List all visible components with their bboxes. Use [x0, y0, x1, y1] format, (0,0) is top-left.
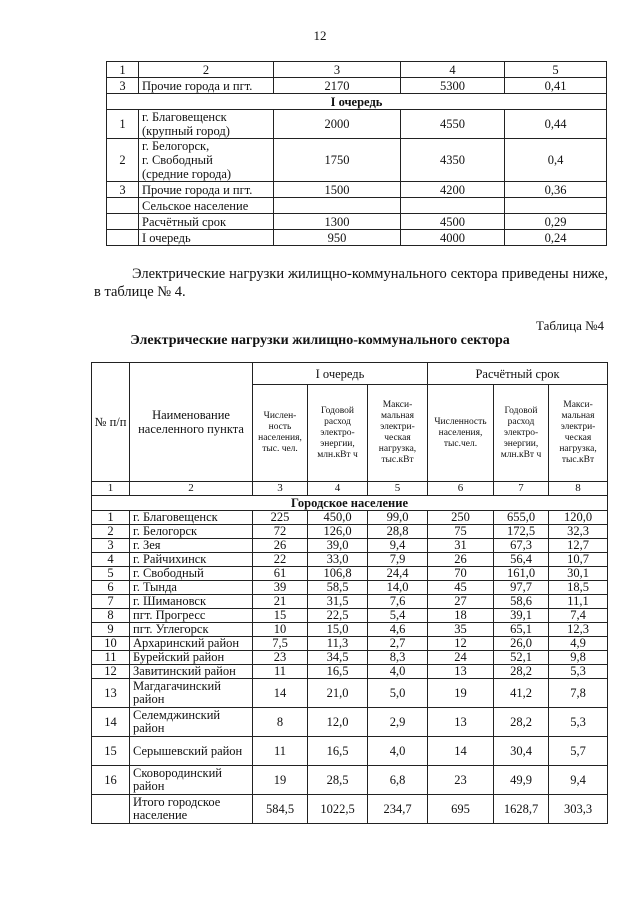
population-first: 26 — [253, 539, 308, 553]
table-row — [107, 110, 607, 139]
max-load-first: 6,8 — [368, 766, 428, 795]
row-name: Завитинский район — [130, 665, 253, 679]
name-line: г. Благовещенск — [142, 110, 227, 124]
table-row — [92, 665, 608, 679]
population-first: 11 — [253, 665, 308, 679]
table-row — [92, 595, 608, 609]
page-number: 12 — [313, 28, 327, 43]
header-population: Числен-ность населения, тыс. чел. — [253, 385, 308, 482]
max-load-first: 4,6 — [368, 623, 428, 637]
consumption-calc: 39,1 — [494, 609, 549, 623]
row-name: Сковородинский район — [130, 766, 253, 795]
table-row — [107, 62, 607, 78]
col-num: 5 — [505, 62, 607, 78]
table-row — [92, 679, 608, 708]
max-load-first: 14,0 — [368, 581, 428, 595]
max-load-calc: 4,9 — [549, 637, 608, 651]
cell: 4350 — [401, 139, 505, 182]
max-load-first: 28,8 — [368, 525, 428, 539]
consumption-calc: 56,4 — [494, 553, 549, 567]
row-no: 5 — [92, 567, 130, 581]
row-name: Серышевский район — [130, 737, 253, 766]
consumption-calc: 97,7 — [494, 581, 549, 595]
row-no — [107, 214, 139, 230]
population-first: 14 — [253, 679, 308, 708]
header-consumption: Годовой расход электро-энергии, млн.кВт ч — [308, 385, 368, 482]
population-first: 15 — [253, 609, 308, 623]
population-first: 39 — [253, 581, 308, 595]
consumption-calc: 52,1 — [494, 651, 549, 665]
population-calc: 75 — [428, 525, 494, 539]
max-load-first: 99,0 — [368, 511, 428, 525]
population-first: 225 — [253, 511, 308, 525]
row-no: 14 — [92, 708, 130, 737]
cell: 2170 — [274, 78, 401, 94]
table-title: Электрические нагрузки жилищно-коммунального сектора — [130, 333, 510, 348]
consumption-calc: 1628,7 — [494, 795, 549, 824]
header-max-load: Макси-мальная электри-ческая нагрузка, тыс.кВт — [549, 385, 608, 482]
table-row — [107, 198, 607, 214]
name-line: (средние города) — [142, 167, 232, 181]
consumption-first: 22,5 — [308, 609, 368, 623]
population-first: 21 — [253, 595, 308, 609]
row-name: Сельское население — [139, 198, 274, 214]
row-no: 16 — [92, 766, 130, 795]
name-line: г. Свободный — [142, 153, 213, 167]
table-row — [92, 511, 608, 525]
col-num: 6 — [428, 482, 494, 496]
population-first: 23 — [253, 651, 308, 665]
max-load-calc: 5,3 — [549, 665, 608, 679]
col-num: 2 — [139, 62, 274, 78]
max-load-calc: 11,1 — [549, 595, 608, 609]
max-load-calc: 18,5 — [549, 581, 608, 595]
consumption-calc: 67,3 — [494, 539, 549, 553]
row-name: г. Шимановск — [130, 595, 253, 609]
max-load-first: 7,6 — [368, 595, 428, 609]
loads-table — [91, 362, 608, 824]
header-calc-period: Расчётный срок — [428, 363, 608, 385]
consumption-first: 126,0 — [308, 525, 368, 539]
row-no — [92, 795, 130, 824]
consumption-first: 12,0 — [308, 708, 368, 737]
table-row — [92, 525, 608, 539]
table-row — [92, 651, 608, 665]
population-first: 72 — [253, 525, 308, 539]
header-population: Численность населения, тыс.чел. — [428, 385, 494, 482]
consumption-first: 106,8 — [308, 567, 368, 581]
row-no: 10 — [92, 637, 130, 651]
cell: 1750 — [274, 139, 401, 182]
table-row — [92, 795, 608, 824]
row-no: 8 — [92, 609, 130, 623]
header-max-load: Макси-мальная электри-ческая нагрузка, тыс.кВт — [368, 385, 428, 482]
consumption-calc: 41,2 — [494, 679, 549, 708]
population-calc: 695 — [428, 795, 494, 824]
consumption-first: 450,0 — [308, 511, 368, 525]
table-row — [92, 708, 608, 737]
col-num: 8 — [549, 482, 608, 496]
col-num: 1 — [107, 62, 139, 78]
name-line: г. Белогорск, — [142, 139, 210, 153]
population-first: 22 — [253, 553, 308, 567]
col-num: 7 — [494, 482, 549, 496]
row-name — [139, 110, 274, 139]
population-calc: 45 — [428, 581, 494, 595]
cell: 1300 — [274, 214, 401, 230]
cell — [505, 198, 607, 214]
consumption-calc: 172,5 — [494, 525, 549, 539]
row-name: I очередь — [139, 230, 274, 246]
max-load-calc: 9,8 — [549, 651, 608, 665]
col-num: 4 — [308, 482, 368, 496]
row-name: Бурейский район — [130, 651, 253, 665]
row-name: г. Белогорск — [130, 525, 253, 539]
body-paragraph: Электрические нагрузки жилищно-коммунального сектора приведены ниже, в таблице № 4. — [94, 266, 608, 300]
population-first: 584,5 — [253, 795, 308, 824]
row-name: пгт. Углегорск — [130, 623, 253, 637]
max-load-calc: 32,3 — [549, 525, 608, 539]
row-name: Архаринский район — [130, 637, 253, 651]
cell — [401, 198, 505, 214]
population-calc: 23 — [428, 766, 494, 795]
cell: 2000 — [274, 110, 401, 139]
cell: 0,4 — [505, 139, 607, 182]
population-first: 8 — [253, 708, 308, 737]
max-load-calc: 10,7 — [549, 553, 608, 567]
consumption-calc: 30,4 — [494, 737, 549, 766]
section-row — [107, 94, 607, 110]
row-no: 15 — [92, 737, 130, 766]
cell: 950 — [274, 230, 401, 246]
table-row — [92, 539, 608, 553]
population-calc: 12 — [428, 637, 494, 651]
table-body — [92, 511, 608, 824]
max-load-first: 7,9 — [368, 553, 428, 567]
max-load-calc: 12,3 — [549, 623, 608, 637]
row-no: 3 — [107, 182, 139, 198]
row-no: 9 — [92, 623, 130, 637]
row-no: 6 — [92, 581, 130, 595]
row-name: г. Благовещенск — [130, 511, 253, 525]
cell: 0,44 — [505, 110, 607, 139]
consumption-first: 58,5 — [308, 581, 368, 595]
consumption-calc: 26,0 — [494, 637, 549, 651]
population-calc: 13 — [428, 665, 494, 679]
table-row — [92, 766, 608, 795]
consumption-first: 16,5 — [308, 737, 368, 766]
max-load-calc: 5,3 — [549, 708, 608, 737]
consumption-calc: 161,0 — [494, 567, 549, 581]
header-consumption: Годовой расход электро-энергии, млн.кВт ч — [494, 385, 549, 482]
row-name — [139, 139, 274, 182]
population-first: 61 — [253, 567, 308, 581]
row-no: 11 — [92, 651, 130, 665]
row-name: г. Зея — [130, 539, 253, 553]
table-row — [92, 553, 608, 567]
max-load-first: 4,0 — [368, 737, 428, 766]
max-load-first: 234,7 — [368, 795, 428, 824]
name-line: (крупный город) — [142, 124, 230, 138]
colnum-row — [92, 482, 608, 496]
header-first-stage: I очередь — [253, 363, 428, 385]
consumption-calc: 28,2 — [494, 708, 549, 737]
row-no — [107, 198, 139, 214]
cell: 0,36 — [505, 182, 607, 198]
consumption-first: 16,5 — [308, 665, 368, 679]
row-name: Селемджинский район — [130, 708, 253, 737]
table-row — [107, 139, 607, 182]
consumption-calc: 28,2 — [494, 665, 549, 679]
population-calc: 18 — [428, 609, 494, 623]
consumption-first: 21,0 — [308, 679, 368, 708]
max-load-first: 8,3 — [368, 651, 428, 665]
max-load-calc: 30,1 — [549, 567, 608, 581]
row-name: г. Райчихинск — [130, 553, 253, 567]
consumption-first: 39,0 — [308, 539, 368, 553]
max-load-first: 4,0 — [368, 665, 428, 679]
row-name: Итого городское население — [130, 795, 253, 824]
population-calc: 13 — [428, 708, 494, 737]
col-num: 3 — [253, 482, 308, 496]
section-row — [92, 496, 608, 511]
max-load-first: 24,4 — [368, 567, 428, 581]
cell: 1500 — [274, 182, 401, 198]
table-row — [92, 609, 608, 623]
consumption-first: 34,5 — [308, 651, 368, 665]
consumption-first: 33,0 — [308, 553, 368, 567]
max-load-calc: 7,4 — [549, 609, 608, 623]
row-name: г. Тында — [130, 581, 253, 595]
section-heading: I очередь — [107, 94, 607, 110]
population-first: 11 — [253, 737, 308, 766]
population-calc: 70 — [428, 567, 494, 581]
row-no: 3 — [107, 78, 139, 94]
max-load-first: 5,0 — [368, 679, 428, 708]
max-load-calc: 9,4 — [549, 766, 608, 795]
row-no: 12 — [92, 665, 130, 679]
table-row — [107, 230, 607, 246]
col-num: 2 — [130, 482, 253, 496]
col-num: 5 — [368, 482, 428, 496]
cell: 5300 — [401, 78, 505, 94]
max-load-calc: 12,7 — [549, 539, 608, 553]
cell: 4200 — [401, 182, 505, 198]
consumption-first: 1022,5 — [308, 795, 368, 824]
col-num: 3 — [274, 62, 401, 78]
row-no: 3 — [92, 539, 130, 553]
population-first: 19 — [253, 766, 308, 795]
population-first: 10 — [253, 623, 308, 637]
table-row — [92, 737, 608, 766]
header-row — [92, 363, 608, 385]
row-name: Прочие города и пгт. — [139, 78, 274, 94]
population-calc: 26 — [428, 553, 494, 567]
max-load-first: 2,9 — [368, 708, 428, 737]
consumption-first: 15,0 — [308, 623, 368, 637]
cell: 4000 — [401, 230, 505, 246]
row-name: Расчётный срок — [139, 214, 274, 230]
cell: 4550 — [401, 110, 505, 139]
table-row — [107, 182, 607, 198]
consumption-calc: 65,1 — [494, 623, 549, 637]
consumption-first: 11,3 — [308, 637, 368, 651]
table-row — [107, 78, 607, 94]
col-num: 1 — [92, 482, 130, 496]
cell: 0,24 — [505, 230, 607, 246]
cell: 4500 — [401, 214, 505, 230]
row-no: 4 — [92, 553, 130, 567]
header-no: № п/п — [92, 363, 130, 482]
consumption-calc: 58,6 — [494, 595, 549, 609]
population-calc: 24 — [428, 651, 494, 665]
table-continued — [106, 61, 607, 246]
population-calc: 35 — [428, 623, 494, 637]
table-row — [92, 567, 608, 581]
consumption-first: 28,5 — [308, 766, 368, 795]
row-no: 13 — [92, 679, 130, 708]
row-no — [107, 230, 139, 246]
col-num: 4 — [401, 62, 505, 78]
cell — [274, 198, 401, 214]
population-first: 7,5 — [253, 637, 308, 651]
row-name: Прочие города и пгт. — [139, 182, 274, 198]
max-load-first: 9,4 — [368, 539, 428, 553]
max-load-calc: 303,3 — [549, 795, 608, 824]
consumption-first: 31,5 — [308, 595, 368, 609]
table-label: Таблица №4 — [535, 318, 604, 333]
max-load-calc: 5,7 — [549, 737, 608, 766]
row-no: 2 — [92, 525, 130, 539]
section-heading: Городское население — [92, 496, 608, 511]
population-calc: 19 — [428, 679, 494, 708]
cell: 0,29 — [505, 214, 607, 230]
row-name: пгт. Прогресс — [130, 609, 253, 623]
population-calc: 250 — [428, 511, 494, 525]
population-calc: 14 — [428, 737, 494, 766]
max-load-calc: 120,0 — [549, 511, 608, 525]
max-load-first: 2,7 — [368, 637, 428, 651]
row-name: г. Свободный — [130, 567, 253, 581]
population-calc: 27 — [428, 595, 494, 609]
row-no: 2 — [107, 139, 139, 182]
consumption-calc: 655,0 — [494, 511, 549, 525]
table-row — [92, 623, 608, 637]
table-row — [92, 637, 608, 651]
row-no: 1 — [107, 110, 139, 139]
max-load-first: 5,4 — [368, 609, 428, 623]
table-row — [92, 581, 608, 595]
table-row — [107, 214, 607, 230]
row-no: 1 — [92, 511, 130, 525]
max-load-calc: 7,8 — [549, 679, 608, 708]
consumption-calc: 49,9 — [494, 766, 549, 795]
cell: 0,41 — [505, 78, 607, 94]
population-calc: 31 — [428, 539, 494, 553]
row-name: Магдагачинский район — [130, 679, 253, 708]
row-no: 7 — [92, 595, 130, 609]
header-name: Наименование населенного пункта — [130, 363, 253, 482]
